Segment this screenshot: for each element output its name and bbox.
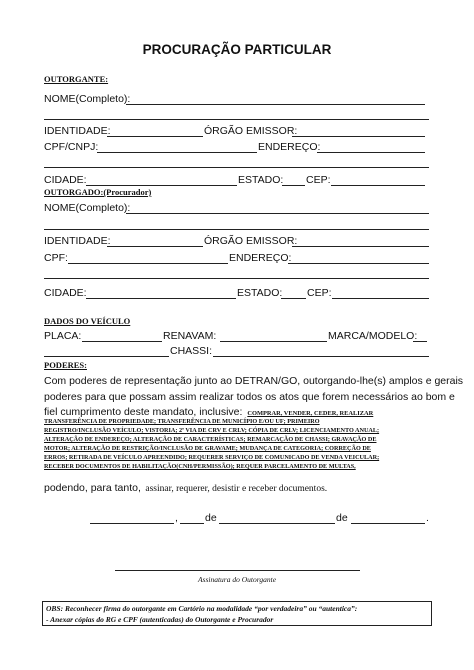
outorgado-cidade-field[interactable] [86,298,236,299]
outorgante-heading: OUTORGANTE: [44,74,109,84]
placa-label: PLACA: [44,330,82,342]
renavam-label: RENAVAM: [163,330,217,342]
outorgante-endereco-field[interactable] [317,152,425,153]
poderes-list-line: MOTOR; ALTERAÇÃO DE RESTRIÇÃO/INCLUSÃO DE GRAVAME; MUDANÇA DE CATEGORIA; CORREÇÃO DE [44,445,371,452]
outorgado-endereco-field-line2[interactable] [44,278,429,279]
day-field[interactable] [180,523,204,524]
outorgado-cpf-field[interactable] [68,263,228,264]
outorgado-heading: OUTORGADO:(Procurador) [44,187,152,197]
outorgante-cep-label: CEP: [306,174,331,186]
outorgante-endereco-field-line2[interactable] [44,167,429,168]
outorgado-cep-label: CEP: [307,287,332,299]
obs-line-1: OBS: Reconhecer firma do outorgante em Cartório na modalidade “por verdadeira” ou “autentica”: [46,604,358,613]
outorgante-nome-field[interactable] [126,104,425,105]
poderes-list-line: ALTERAÇÃO DE ENDEREÇO; ALTERAÇÃO DE CARACTERÍSTICAS; REMARCAÇÃO DE CHASSI; GRAVAÇÃO DE [44,436,377,443]
outorgante-identidade-label: IDENTIDADE: [44,125,111,137]
poderes-list-line: RECEBER DOCUMENTOS DE HABILITAÇÃO(CNH/PERMISSÃO); REQUER PARCELAMENTO DE MULTAS, [44,463,356,470]
outorgado-identidade-field[interactable] [107,246,203,247]
date-end-dot: . [426,512,429,524]
outorgante-cep-field[interactable] [331,185,425,186]
marca-modelo-field[interactable] [413,341,427,342]
outorgante-estado-field[interactable] [282,185,305,186]
outorgante-estado-label: ESTADO: [238,174,284,186]
date-de-2: de [336,512,348,524]
page-title: PROCURAÇÃO PARTICULAR [142,42,332,57]
chassi-field[interactable] [213,356,429,357]
date-sep-comma: , [175,512,178,524]
poderes-line-2: poderes para que possam assim realizar todos os atos que forem necessários ao bom e [44,391,455,403]
outorgado-nome-label: NOME(Completo): [44,202,131,214]
outorgante-cpf-label: CPF/CNPJ: [44,141,99,153]
poderes-list-line: TRANSFERÊNCIA DE PROPRIEDADE; TRANSFERÊNCIA DE MUNICÍPIO E/OU UF; PRIMEIRO [44,418,320,425]
outorgado-endereco-field[interactable] [288,263,429,264]
poderes-list [44,417,430,471]
obs-box [42,601,432,626]
poderes-heading: PODERES: [44,360,87,370]
year-field[interactable] [351,523,425,524]
outorgado-nome-field-line2[interactable] [44,229,429,230]
poderes-list-line: ERROS; RETIRADA DE VEÍCULO APREENDIDO; REQUERER SERVIÇO DE COMUNICADO DE VENDA VEICULAR; [44,454,380,461]
chassi-label: CHASSI: [170,345,213,357]
outorgante-identidade-field[interactable] [107,136,203,137]
renavam-field[interactable] [220,341,327,342]
outorgado-cpf-label: CPF: [44,252,68,264]
outorgante-nome-field-line2[interactable] [44,119,429,120]
veiculo-heading: DADOS DO VEÍCULO [44,316,131,326]
signature-line[interactable] [115,570,360,571]
poderes-closing-lead: podendo, para tanto, [44,482,141,494]
date-de-1: de [205,512,217,524]
poderes-list-line: REGISTRO/INCLUSÃO VEÍCULO; VISTORIA; 2ª VIA DE CRV E CRLV; CÓPIA DE CRLV; LICENCIAMENTO ANUAL; [44,427,380,434]
outorgado-orgao-label: ÓRGÃO EMISSOR: [204,235,298,247]
signature-caption: Assinatura do Outorgante [197,575,277,584]
outorgado-identidade-label: IDENTIDADE: [44,235,111,247]
outorgado-estado-field[interactable] [281,298,306,299]
outorgado-cidade-label: CIDADE: [44,287,87,299]
outorgante-orgao-label: ÓRGÃO EMISSOR: [204,125,298,137]
month-field[interactable] [219,523,335,524]
outorgante-orgao-field[interactable] [292,136,425,137]
outorgante-cidade-field[interactable] [86,185,237,186]
outorgado-orgao-field[interactable] [292,246,429,247]
obs-line-2: - Anexar cópias do RG e CPF (autenticadas) do Outorgante e Procurador [46,615,274,624]
placa-field[interactable] [82,341,162,342]
marca-modelo-label: MARCA/MODELO: [328,330,418,342]
outorgante-endereco-label: ENDEREÇO: [258,141,321,153]
outorgado-endereco-label: ENDEREÇO: [229,252,292,264]
outorgado-estado-label: ESTADO: [237,287,283,299]
poderes-closing [44,478,327,496]
outorgante-cpf-field[interactable] [97,152,257,153]
poderes-closing-rest: assinar, requerer, desistir e receber documentos. [145,484,328,494]
poderes-line-3-list: COMPRAR, VENDER, CEDER, REALIZAR [247,410,374,417]
outorgado-nome-field[interactable] [126,213,429,214]
outorgado-cep-field[interactable] [332,298,429,299]
poderes-line-1: Com poderes de representação junto ao DETRAN/GO, outorgando-lhe(s) amplos e gerais [44,375,464,387]
poderes-line-3-lead: fiel cumprimento deste mandato, inclusive: [44,406,243,418]
chassi-field-lead[interactable] [44,356,169,357]
outorgante-nome-label: NOME(Completo): [44,93,131,105]
outorgante-cidade-label: CIDADE: [44,174,87,186]
city-field[interactable] [90,523,174,524]
